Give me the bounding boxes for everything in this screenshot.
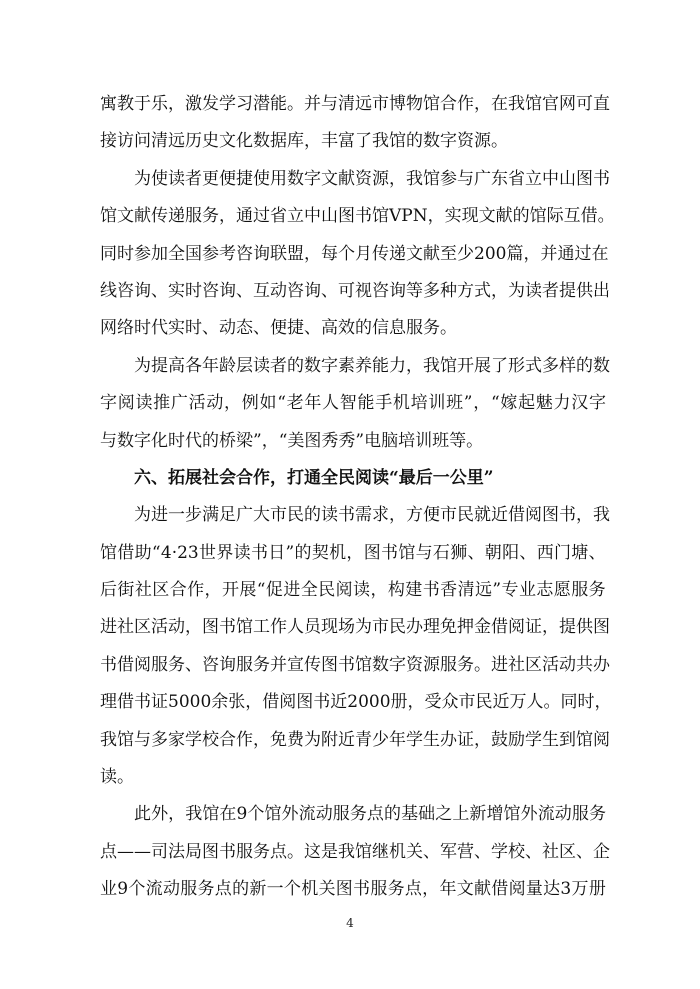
text-line: 接访问清远历史文化数据库，丰富了我馆的数字资源。 [100,131,508,152]
text-line: 为 进 一 步 满 足 广 大 市 民 的 读 书 需 求 ， 方 便 市 民 就 近 借 阅 图 书 ， 我 [134,505,610,526]
text-line: 读。 [100,767,134,788]
text-line: 寓 教 于 乐 ， 激 发 学 习 潜 能 。 并 与 清 远 市 博 物 馆 合 作 ， 在 我 馆 官 网 可 直 [100,94,610,114]
text-line: 进 社 区 活 动 ， 图 书 馆 工 作 人 员 现 场 为 市 民 办 理 免 押 金 借 阅 证 ， 提 供 图 [100,617,610,638]
text-line: 理 借 书 证 5000 余 张 ， 借 阅 图 书 近 2000 册 ， 受 众 市 民 近 万 人 。 同 时 ， [100,692,612,713]
body-text [100,86,615,909]
text-line: 馆 借 助 “ 4·23 世 界 读 书 日 ” 的 契 机 ， 图 书 馆 与 石 狮 、 朝 阳 、 西 门 塘 、 [100,542,606,563]
text-line: 业 9 个 流 动 服 务 点 的 新 一 个 机 关 图 书 服 务 点 ， 年 文 献 借 阅 量 达 3 万 册 [100,879,606,900]
text-line: 点 — — 司 法 局 图 书 服 务 点 。 这 是 我 馆 继 机 关 、 军 营 、 学 校 、 社 区 、 企 [100,841,610,862]
page-number: 4 [346,916,354,930]
text-line: 馆 文 献 传 递 服 务 ， 通 过 省 立 中 山 图 书 馆 VPN ， 实 现 文 献 的 馆 际 互 借 。 [100,206,615,227]
text-line: 后 街 社 区 合 作 ， 开 展 “ 促 进 全 民 阅 读 ， 构 建 书 香 清 远 ” 专 业 志 愿 服 务 [100,580,606,601]
text-line: 与数字化时代的桥梁”，“美图秀秀”电脑培训班等。 [100,430,484,451]
text-line: 网络时代实时、动态、便捷、高效的信息服务。 [100,318,457,339]
text-line: 书 借 阅 服 务 、 咨 询 服 务 并 宣 传 图 书 馆 数 字 资 源 服 务 。 进 社 区 活 动 共 办 [100,654,610,675]
text-line: 我 馆 与 多 家 学 校 合 作 ， 免 费 为 附 近 青 少 年 学 生 办 证 ， 鼓 励 学 生 到 馆 阅 [100,729,610,750]
text-line: 此 外 ， 我 馆 在 9 个 馆 外 流 动 服 务 点 的 基 础 之 上 新 增 馆 外 流 动 服 务 [134,804,606,825]
text-line: 线 咨 询 、 实 时 咨 询 、 互 动 咨 询 、 可 视 咨 询 等 多 种 方 式 ， 为 读 者 提 供 出 [100,280,610,301]
text-line: 为 提 高 各 年 龄 层 读 者 的 数 字 素 养 能 力 ， 我 馆 开 展 了 形 式 多 样 的 数 [134,355,610,376]
text-line: 同 时 参 加 全 国 参 考 咨 询 联 盟 ， 每 个 月 传 递 文 献 至 少 200 篇 ， 并 通 过 在 [100,243,609,264]
text-line: 为 使 读 者 更 便 捷 使 用 数 字 文 献 资 源 ， 我 馆 参 与 广 东 省 立 中 山 图 书 [134,168,610,189]
text-line: 字 阅 读 推 广 活 动 ， 例 如 “ 老 年 人 智 能 手 机 培 训 班 ” ， “ 嫁 起 魅 力 汉 字 [100,393,606,414]
section-heading: 六、拓展社会合作，打通全民阅读“最后一公里” [134,467,494,488]
